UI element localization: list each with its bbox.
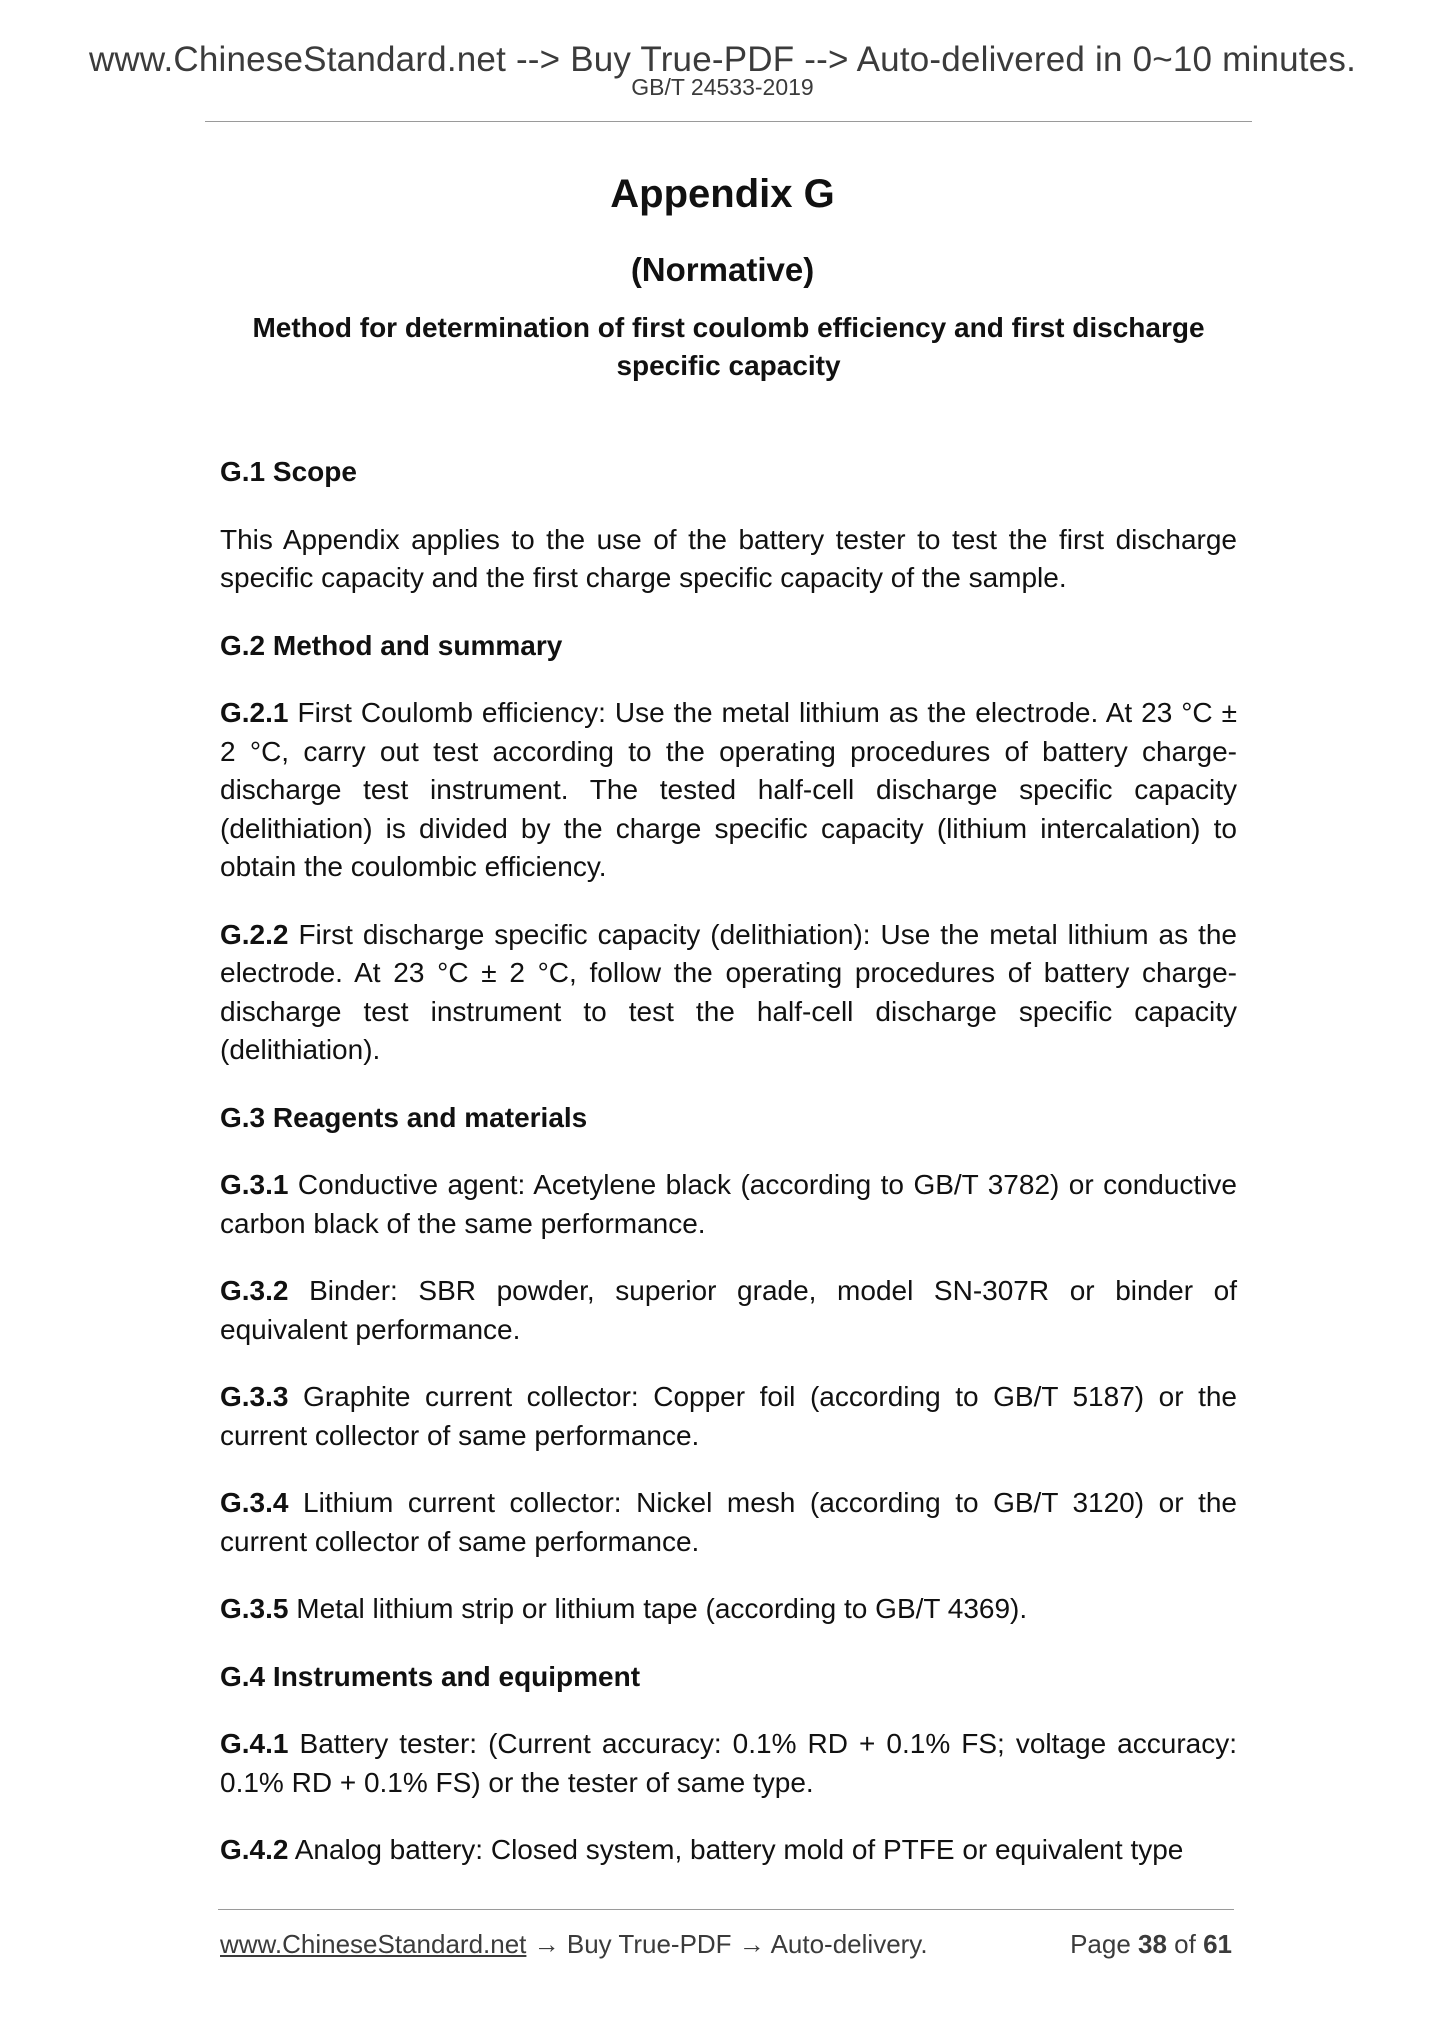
- section-g1-text: This Appendix applies to the use of the battery tester to test the first discharge specific capacity and the first charge specific capacity of the sample.: [220, 523, 1237, 593]
- page-label: Page: [1070, 1929, 1139, 1959]
- clause-g21: [220, 694, 1237, 887]
- clause-text: Graphite current collector: Copper foil (according to GB/T 5187) or the current collector of same performance.: [220, 1381, 1237, 1451]
- clause-g35: [220, 1590, 1237, 1629]
- footer-divider: [218, 1909, 1234, 1910]
- page-number: [1070, 1928, 1232, 1960]
- clause-text: Conductive agent: Acetylene black (according to GB/T 3782) or conductive carbon black of the same performance.: [220, 1169, 1237, 1239]
- clause-text: Lithium current collector: Nickel mesh (according to GB/T 3120) or the current collector of same performance.: [220, 1487, 1237, 1557]
- page-of: of: [1166, 1929, 1204, 1959]
- clause-number: G.4.2: [220, 1834, 289, 1865]
- clause-g22: [220, 916, 1237, 1070]
- clause-g32: [220, 1272, 1237, 1349]
- clause-text: Binder: SBR powder, superior grade, model SN-307R or binder of equivalent performance.: [220, 1275, 1237, 1345]
- clause-number: G.3.4: [220, 1487, 289, 1518]
- clause-g34: [220, 1484, 1237, 1561]
- clause-number: G.3.5: [220, 1593, 289, 1624]
- clause-g33: [220, 1378, 1237, 1455]
- section-heading-g2: G.2 Method and summary: [220, 629, 563, 661]
- section-heading-g4: G.4 Instruments and equipment: [220, 1660, 641, 1692]
- header-divider: [205, 121, 1252, 122]
- section-heading-g1: G.1 Scope: [220, 456, 357, 487]
- clause-g31: [220, 1166, 1237, 1243]
- clause-number: G.3.3: [220, 1381, 289, 1412]
- page-total: 61: [1203, 1929, 1232, 1959]
- appendix-subtitle: Method for determination of first coulomb efficiency and first discharge specific capacity: [252, 312, 1205, 381]
- clause-number: G.4.1: [220, 1728, 289, 1759]
- clause-g41: [220, 1725, 1237, 1802]
- footer-website-link[interactable]: www.ChineseStandard.net: [220, 1929, 527, 1959]
- clause-number: G.3.1: [220, 1169, 289, 1200]
- clause-text: Analog battery: Closed system, battery mold of PTFE or equivalent type: [288, 1834, 1184, 1865]
- document-body: [220, 453, 1237, 1899]
- page-footer: [220, 1928, 1232, 1960]
- clause-number: G.2.1: [220, 697, 289, 728]
- section-heading-g3: G.3 Reagents and materials: [220, 1101, 588, 1133]
- clause-number: G.3.2: [220, 1275, 289, 1306]
- clause-text: First discharge specific capacity (delithiation): Use the metal lithium as the electrode. At 23 °C ± 2 °C, follow the operating procedures of battery charge-discharge test instrument to test the half-cell discharge specific capacity (delithiation).: [220, 918, 1237, 1065]
- footer-tagline: → Buy True-PDF → Auto-delivery.: [526, 1929, 928, 1959]
- document-code: GB/T 24533-2019: [631, 74, 814, 100]
- appendix-type: (Normative): [630, 251, 815, 288]
- clause-g42: [220, 1831, 1237, 1870]
- clause-text: Battery tester: (Current accuracy: 0.1% RD + 0.1% FS; voltage accuracy: 0.1% RD + 0.1% FS) or the tester of same type.: [220, 1728, 1237, 1798]
- clause-text: Metal lithium strip or lithium tape (according to GB/T 4369).: [288, 1593, 1028, 1624]
- top-banner: www.ChineseStandard.net --> Buy True-PDF --> Auto-delivered in 0~10 minutes.: [88, 40, 1357, 79]
- clause-number: G.2.2: [220, 918, 289, 950]
- clause-text: First Coulomb efficiency: Use the metal lithium as the electrode. At 23 °C ± 2 °C, carry out test according to the operating procedures of battery charge-discharge test instrument. The tested half-cell discharge specific capacity (delithiation) is divided by the charge specific capacity (lithium intercalation) to obtain the coulombic efficiency.: [220, 697, 1237, 882]
- page-current: 38: [1138, 1929, 1167, 1959]
- appendix-title: Appendix G: [610, 172, 835, 216]
